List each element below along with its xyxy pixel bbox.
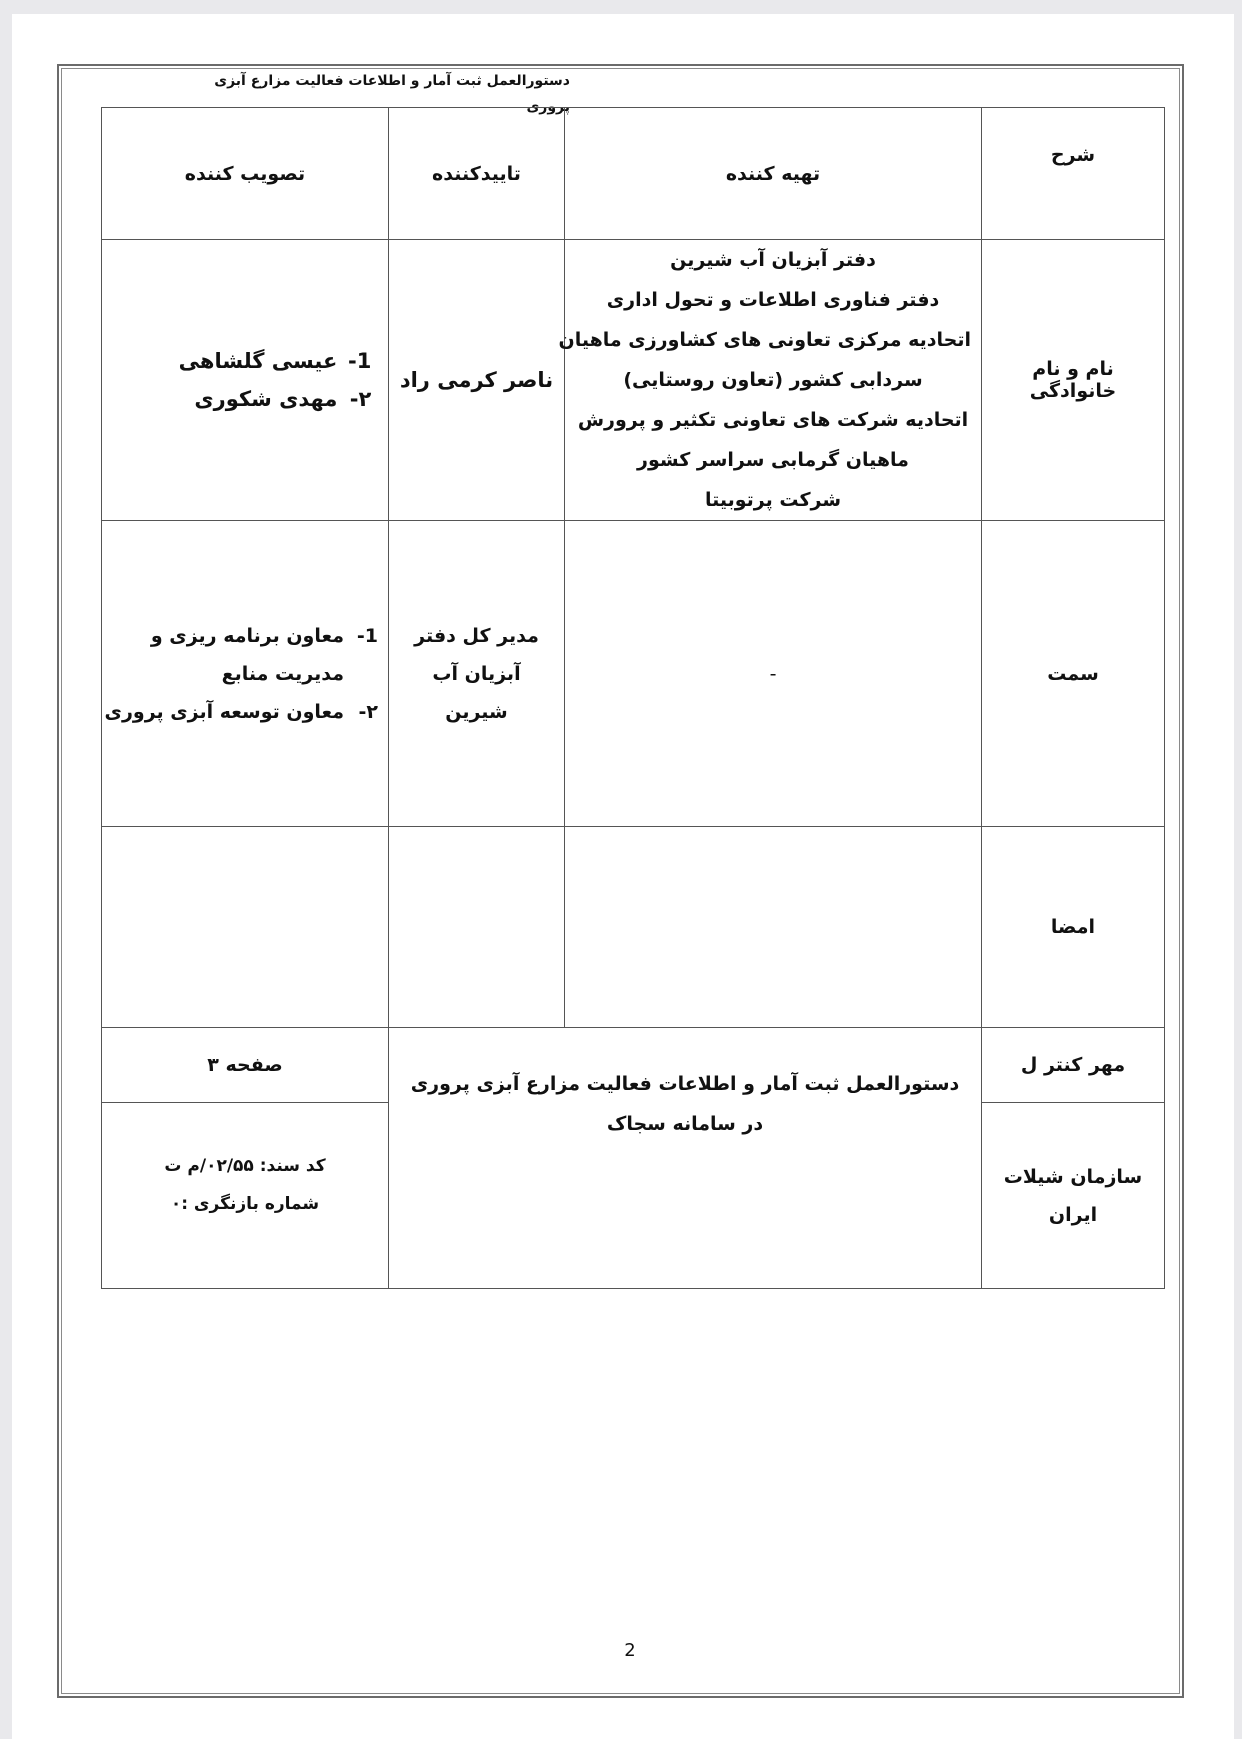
list-number: ۲-	[349, 387, 372, 411]
verifier-name: ناصر کرمی راد	[389, 240, 565, 521]
preparer-signature-cell	[565, 827, 982, 1028]
document-title-cell	[389, 1028, 982, 1289]
page-label: صفحه ۳	[102, 1028, 389, 1103]
preparer-line: سردابی کشور (تعاون روستایی)	[623, 369, 923, 391]
names-label: نام و نام خانوادگی	[982, 240, 1165, 521]
preparer-line: دفتر آبزیان آب شیرین	[670, 249, 876, 271]
list-number: 1-	[348, 349, 372, 373]
approver-roles	[102, 521, 389, 827]
approver-names	[102, 240, 389, 521]
approver-role-item	[105, 693, 378, 731]
document-title-line: دستورالعمل ثبت آمار و اطلاعات فعالیت مزارع آبزی پروری	[410, 1073, 960, 1095]
verifier-role-line: مدیر کل دفتر	[414, 624, 539, 647]
document-code: کد سند: ۰۲/۵۵/م ت	[164, 1156, 326, 1176]
verifier-role	[389, 521, 565, 827]
approver-role-item	[105, 617, 378, 655]
preparer-role: -	[565, 521, 982, 827]
table-header-row	[102, 108, 1165, 240]
header-title: دستورالعمل ثبت آمار و اطلاعات فعالیت مزارع آبزی پروری	[214, 73, 570, 115]
approver-role-text: معاون برنامه ریزی و	[150, 624, 344, 647]
col-preparer-header: تهیه کننده	[565, 108, 982, 240]
organization-line: سازمان شیلات	[1003, 1165, 1143, 1188]
page-number: 2	[624, 1640, 636, 1661]
preparer-line: دفتر فناوری اطلاعات و تحول اداری	[606, 289, 940, 311]
preparer-line: اتحادیه مرکزی تعاونی های کشاورزی ماهیان	[558, 329, 971, 351]
col-verifier-header: تاییدکننده	[389, 108, 565, 240]
signature-row	[102, 827, 1165, 1028]
control-stamp-label: مهر کنتر ل	[982, 1028, 1165, 1103]
approver-item	[179, 342, 372, 380]
col-approver-header: تصویب کننده	[102, 108, 389, 240]
approver-name: عیسی گلشاهی	[178, 349, 338, 373]
verifier-role-line: آبزیان آب شیرین	[432, 662, 521, 723]
preparer-line: شرکت پرتوبیتا	[704, 489, 842, 511]
names-row	[102, 240, 1165, 521]
list-number: ۲-	[358, 700, 378, 723]
approval-table	[101, 107, 1165, 1289]
preparer-line: اتحادیه شرکت های تعاونی تکثیر و پرورش	[577, 409, 969, 431]
organization-name	[982, 1103, 1165, 1289]
document-code-cell	[102, 1103, 389, 1289]
role-row	[102, 521, 1165, 827]
verifier-signature-cell	[389, 827, 565, 1028]
document-title-line: در سامانه سجاک	[606, 1113, 764, 1135]
signature-label: امضا	[982, 827, 1165, 1028]
preparer-names	[558, 240, 982, 521]
approver-role-text: معاون توسعه آبزی پروری	[104, 700, 344, 723]
approver-item	[179, 380, 372, 418]
list-number: 1-	[356, 624, 378, 647]
approver-role-continuation: مدیریت منابع	[221, 662, 344, 685]
organization-line: ایران	[1048, 1203, 1098, 1226]
role-label: سمت	[982, 521, 1165, 827]
preparer-line: ماهیان گرمابی سراسر کشور	[637, 449, 909, 471]
approver-signature-cell	[102, 827, 389, 1028]
approver-name: مهدی شکوری	[194, 387, 338, 411]
col-description-header: شرح	[982, 108, 1165, 240]
control-row	[102, 1028, 1165, 1103]
revision-number: شماره بازنگری :۰	[170, 1194, 320, 1214]
